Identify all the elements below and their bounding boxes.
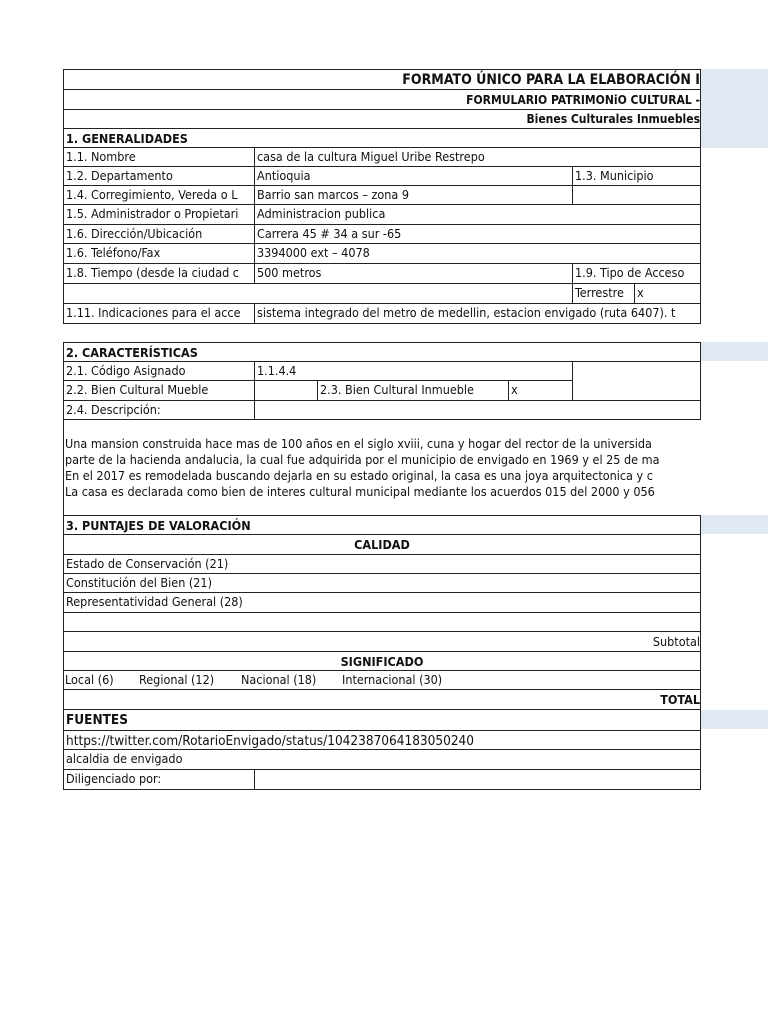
fuentes-url[interactable]: https://twitter.com/RotarioEnvigado/status/1042387064183050240 <box>63 730 701 750</box>
telefono-value[interactable]: 3394000 ext – 4078 <box>254 243 701 264</box>
nombre-label: 1.1. Nombre <box>63 147 255 167</box>
diligenciado-label: Diligenciado por: <box>63 769 255 790</box>
section-generalidades-heading: 1. GENERALIDADES <box>63 128 701 148</box>
tiempo-label: 1.8. Tiempo (desde la ciudad c <box>63 263 255 284</box>
telefono-label: 1.6. Teléfono/Fax <box>63 243 255 264</box>
inmueble-value[interactable]: x <box>508 380 573 401</box>
inmueble-label: 2.3. Bien Cultural Inmueble <box>317 380 509 401</box>
option-regional[interactable]: Regional (12) <box>139 672 215 687</box>
subtotal-label: Subtotal <box>63 631 701 652</box>
nombre-value[interactable]: casa de la cultura Miguel Uribe Restrepo <box>254 147 701 167</box>
representatividad-general: Representatividad General (28) <box>63 592 701 613</box>
descripcion-header-value <box>254 400 701 420</box>
total-label: TOTAL <box>63 689 701 710</box>
calidad-empty-row <box>63 612 701 632</box>
terrestre-value[interactable]: x <box>634 283 701 304</box>
codigo-side-cell <box>572 361 701 401</box>
administrador-label: 1.5. Administrador o Propietari <box>63 204 255 225</box>
descripcion-line-2: parte de la hacienda andalucia, la cual fue adquirida por el municipio de envigado en 1969 y el 25 de ma <box>65 452 660 467</box>
administrador-value[interactable]: Administracion publica <box>254 204 701 225</box>
descripcion-left-border <box>63 420 64 516</box>
form-title: FORMATO ÚNICO PARA LA ELABORACIÓN I <box>63 69 701 90</box>
indicaciones-label: 1.11. Indicaciones para el acce <box>63 303 255 324</box>
descripcion-line-3: En el 2017 es remodelada buscando dejarla en su estado original, la casa es una joya arquitectonica y c <box>65 468 653 483</box>
constitucion-bien: Constitución del Bien (21) <box>63 573 701 593</box>
estado-conservacion: Estado de Conservación (21) <box>63 554 701 574</box>
descripcion-line-4: La casa es declarada como bien de interes cultural municipal mediante los acuerdos 015 del 2000 y 056 <box>65 484 655 499</box>
section2-band <box>700 342 768 361</box>
codigo-value[interactable]: 1.1.4.4 <box>254 361 573 381</box>
tipo-acceso-label: 1.9. Tipo de Acceso <box>572 263 701 284</box>
section-caracteristicas-heading: 2. CARACTERÍSTICAS <box>63 342 701 362</box>
section-puntajes-heading: 3. PUNTAJES DE VALORACIÓN <box>63 515 701 535</box>
mueble-value[interactable] <box>254 380 318 401</box>
header-band <box>700 69 768 148</box>
section3-band <box>700 515 768 534</box>
direccion-label: 1.6. Dirección/Ubicación <box>63 224 255 244</box>
descripcion-label: 2.4. Descripción: <box>63 400 255 420</box>
form-subsubtitle: Bienes Culturales Inmuebles <box>63 109 701 129</box>
fuentes-heading: FUENTES <box>63 709 701 731</box>
option-local[interactable]: Local (6) <box>65 672 114 687</box>
corregimiento-value[interactable]: Barrio san marcos – zona 9 <box>254 185 573 205</box>
municipio-value[interactable] <box>572 185 701 205</box>
fuentes-band <box>700 710 768 729</box>
departamento-label: 1.2. Departamento <box>63 166 255 186</box>
form-subtitle: FORMULARIO PATRIMONiO CULTURAL - <box>63 89 701 110</box>
option-nacional[interactable]: Nacional (18) <box>241 672 317 687</box>
calidad-heading: CALIDAD <box>63 534 701 555</box>
indicaciones-value[interactable]: sistema integrado del metro de medellin, estacion envigado (ruta 6407). t <box>254 303 701 324</box>
mueble-label: 2.2. Bien Cultural Mueble <box>63 380 255 401</box>
empty-acceso-row <box>63 283 573 304</box>
direccion-value[interactable]: Carrera 45 # 34 a sur -65 <box>254 224 701 244</box>
corregimiento-label: 1.4. Corregimiento, Vereda o L <box>63 185 255 205</box>
codigo-label: 2.1. Código Asignado <box>63 361 255 381</box>
option-internacional[interactable]: Internacional (30) <box>342 672 443 687</box>
municipio-label: 1.3. Municipio <box>572 166 701 186</box>
significado-heading: SIGNIFICADO <box>63 651 701 671</box>
descripcion-line-1: Una mansion construida hace mas de 100 años en el siglo xviii, cuna y hogar del rector de la universida <box>65 436 652 451</box>
terrestre-label: Terrestre <box>572 283 635 304</box>
fuentes-alcaldia: alcaldia de envigado <box>63 749 701 770</box>
diligenciado-value[interactable] <box>254 769 701 790</box>
departamento-value[interactable]: Antioquia <box>254 166 573 186</box>
tiempo-value[interactable]: 500 metros <box>254 263 573 284</box>
